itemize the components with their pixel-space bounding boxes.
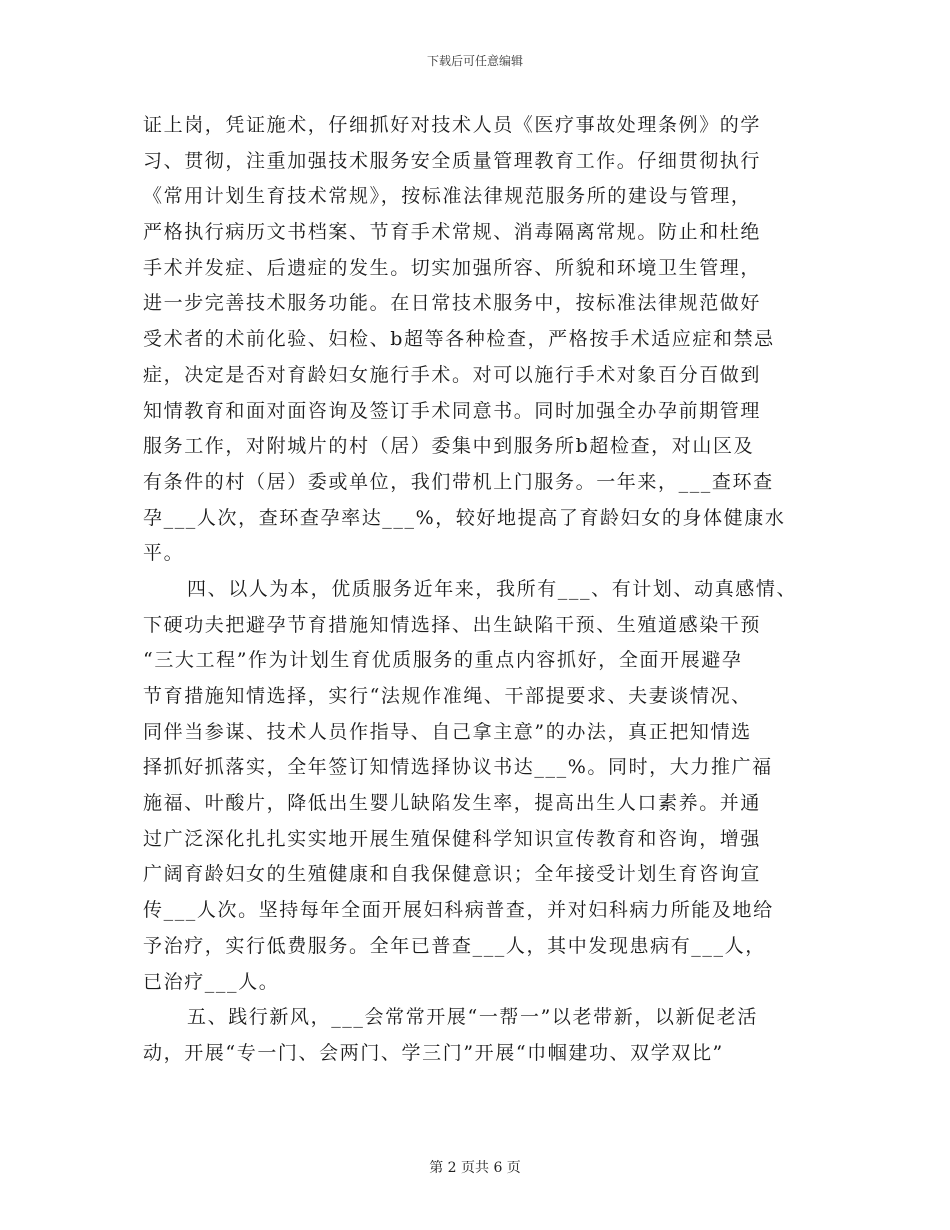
page-footer: 第 2 页共 6 页 [429, 1160, 521, 1176]
body-text-line: 过广泛深化扎扎实实地开展生殖保健科学知识宣传教育和咨询，增强 [143, 827, 762, 850]
page-header: 下载后可任意编辑 [426, 54, 523, 68]
body-text-line: 有条件的村（居）委或单位，我们带机上门服务。一年来，___查环查 [143, 470, 774, 493]
body-text-line: 手术并发症、后遗症的发生。切实加强所容、所貌和环境卫生管理， [143, 256, 762, 279]
body-text-line: 习、贯彻，注重加强技术服务安全质量管理教育工作。仔细贯彻执行 [143, 149, 762, 172]
body-text-line: 受术者的术前化验、妇检、b超等各种检查，严格按手术适应症和禁忌 [143, 328, 775, 351]
body-text-line: 动，开展“专一门、会两门、学三门”开展“巾帼建功、双学双比” [143, 1041, 724, 1064]
body-text-line: 平。 [143, 542, 185, 565]
body-text-line: 节育措施知情选择，实行“法规作准绳、干部提要求、夫妻谈情况、 [143, 685, 752, 707]
body-text-line: 知情教育和面对面咨询及签订手术同意书。同时加强全办孕前期管理 [143, 399, 762, 422]
body-text-line: 严格执行病历文书档案、节育手术常规、消毒隔离常规。防止和杜绝 [143, 221, 762, 244]
body-text-line: 传___人次。坚持每年全面开展妇科病普查，并对妇科病力所能及地给 [143, 899, 774, 922]
body-text-line: 施福、叶酸片，降低出生婴儿缺陷发生率，提高出生人口素养。并通 [143, 792, 762, 815]
body-text-line: 孕___人次，查环查孕率达___%，较好地提高了育龄妇女的身体健康水 [143, 506, 786, 529]
body-text-line: “三大工程”作为计划生育优质服务的重点内容抓好，全面开展避孕 [143, 649, 743, 672]
body-text-line: 进一步完善技术服务功能。在日常技术服务中，按标准法律规范做好 [143, 292, 762, 315]
body-text-line: 已治疗___人。 [143, 970, 280, 993]
body-text-line: 下硬功夫把避孕节育措施知情选择、出生缺陷干预、生殖道感染干预 [143, 613, 762, 636]
body-text-line: 广阔育龄妇女的生殖健康和自我保健意识；全年接受计划生育咨询宣 [143, 863, 762, 886]
body-text-line: 《常用计划生育技术常规》，按标准法律规范服务所的建设与管理， [143, 185, 752, 208]
body-text-line: 四、以人为本，优质服务近年来，我所有___、有计划、动真感情、 [187, 577, 798, 600]
document-body [143, 108, 823, 1072]
body-text-line: 五、践行新风，___会常常开展“一帮一”以老带新，以新促老活 [187, 1006, 758, 1029]
body-text-line: 予治疗，实行低费服务。全年已普查___人，其中发现患病有___人， [143, 934, 766, 957]
body-text-line: 症，决定是否对育龄妇女施行手术。对可以施行手术对象百分百做到 [143, 363, 762, 386]
body-text-line: 择抓好抓落实，全年签订知情选择协议书达___%。同时，大力推广福 [143, 756, 773, 779]
body-text-line: 服务工作，对附城片的村（居）委集中到服务所b超检查，对山区及 [143, 435, 755, 458]
body-text-line: 同伴当参谋、技术人员作指导、自己拿主意”的办法，真正把知情选 [143, 720, 752, 743]
body-text-line: 证上岗，凭证施术，仔细抓好对技术人员《医疗事故处理条例》的学 [143, 114, 762, 136]
